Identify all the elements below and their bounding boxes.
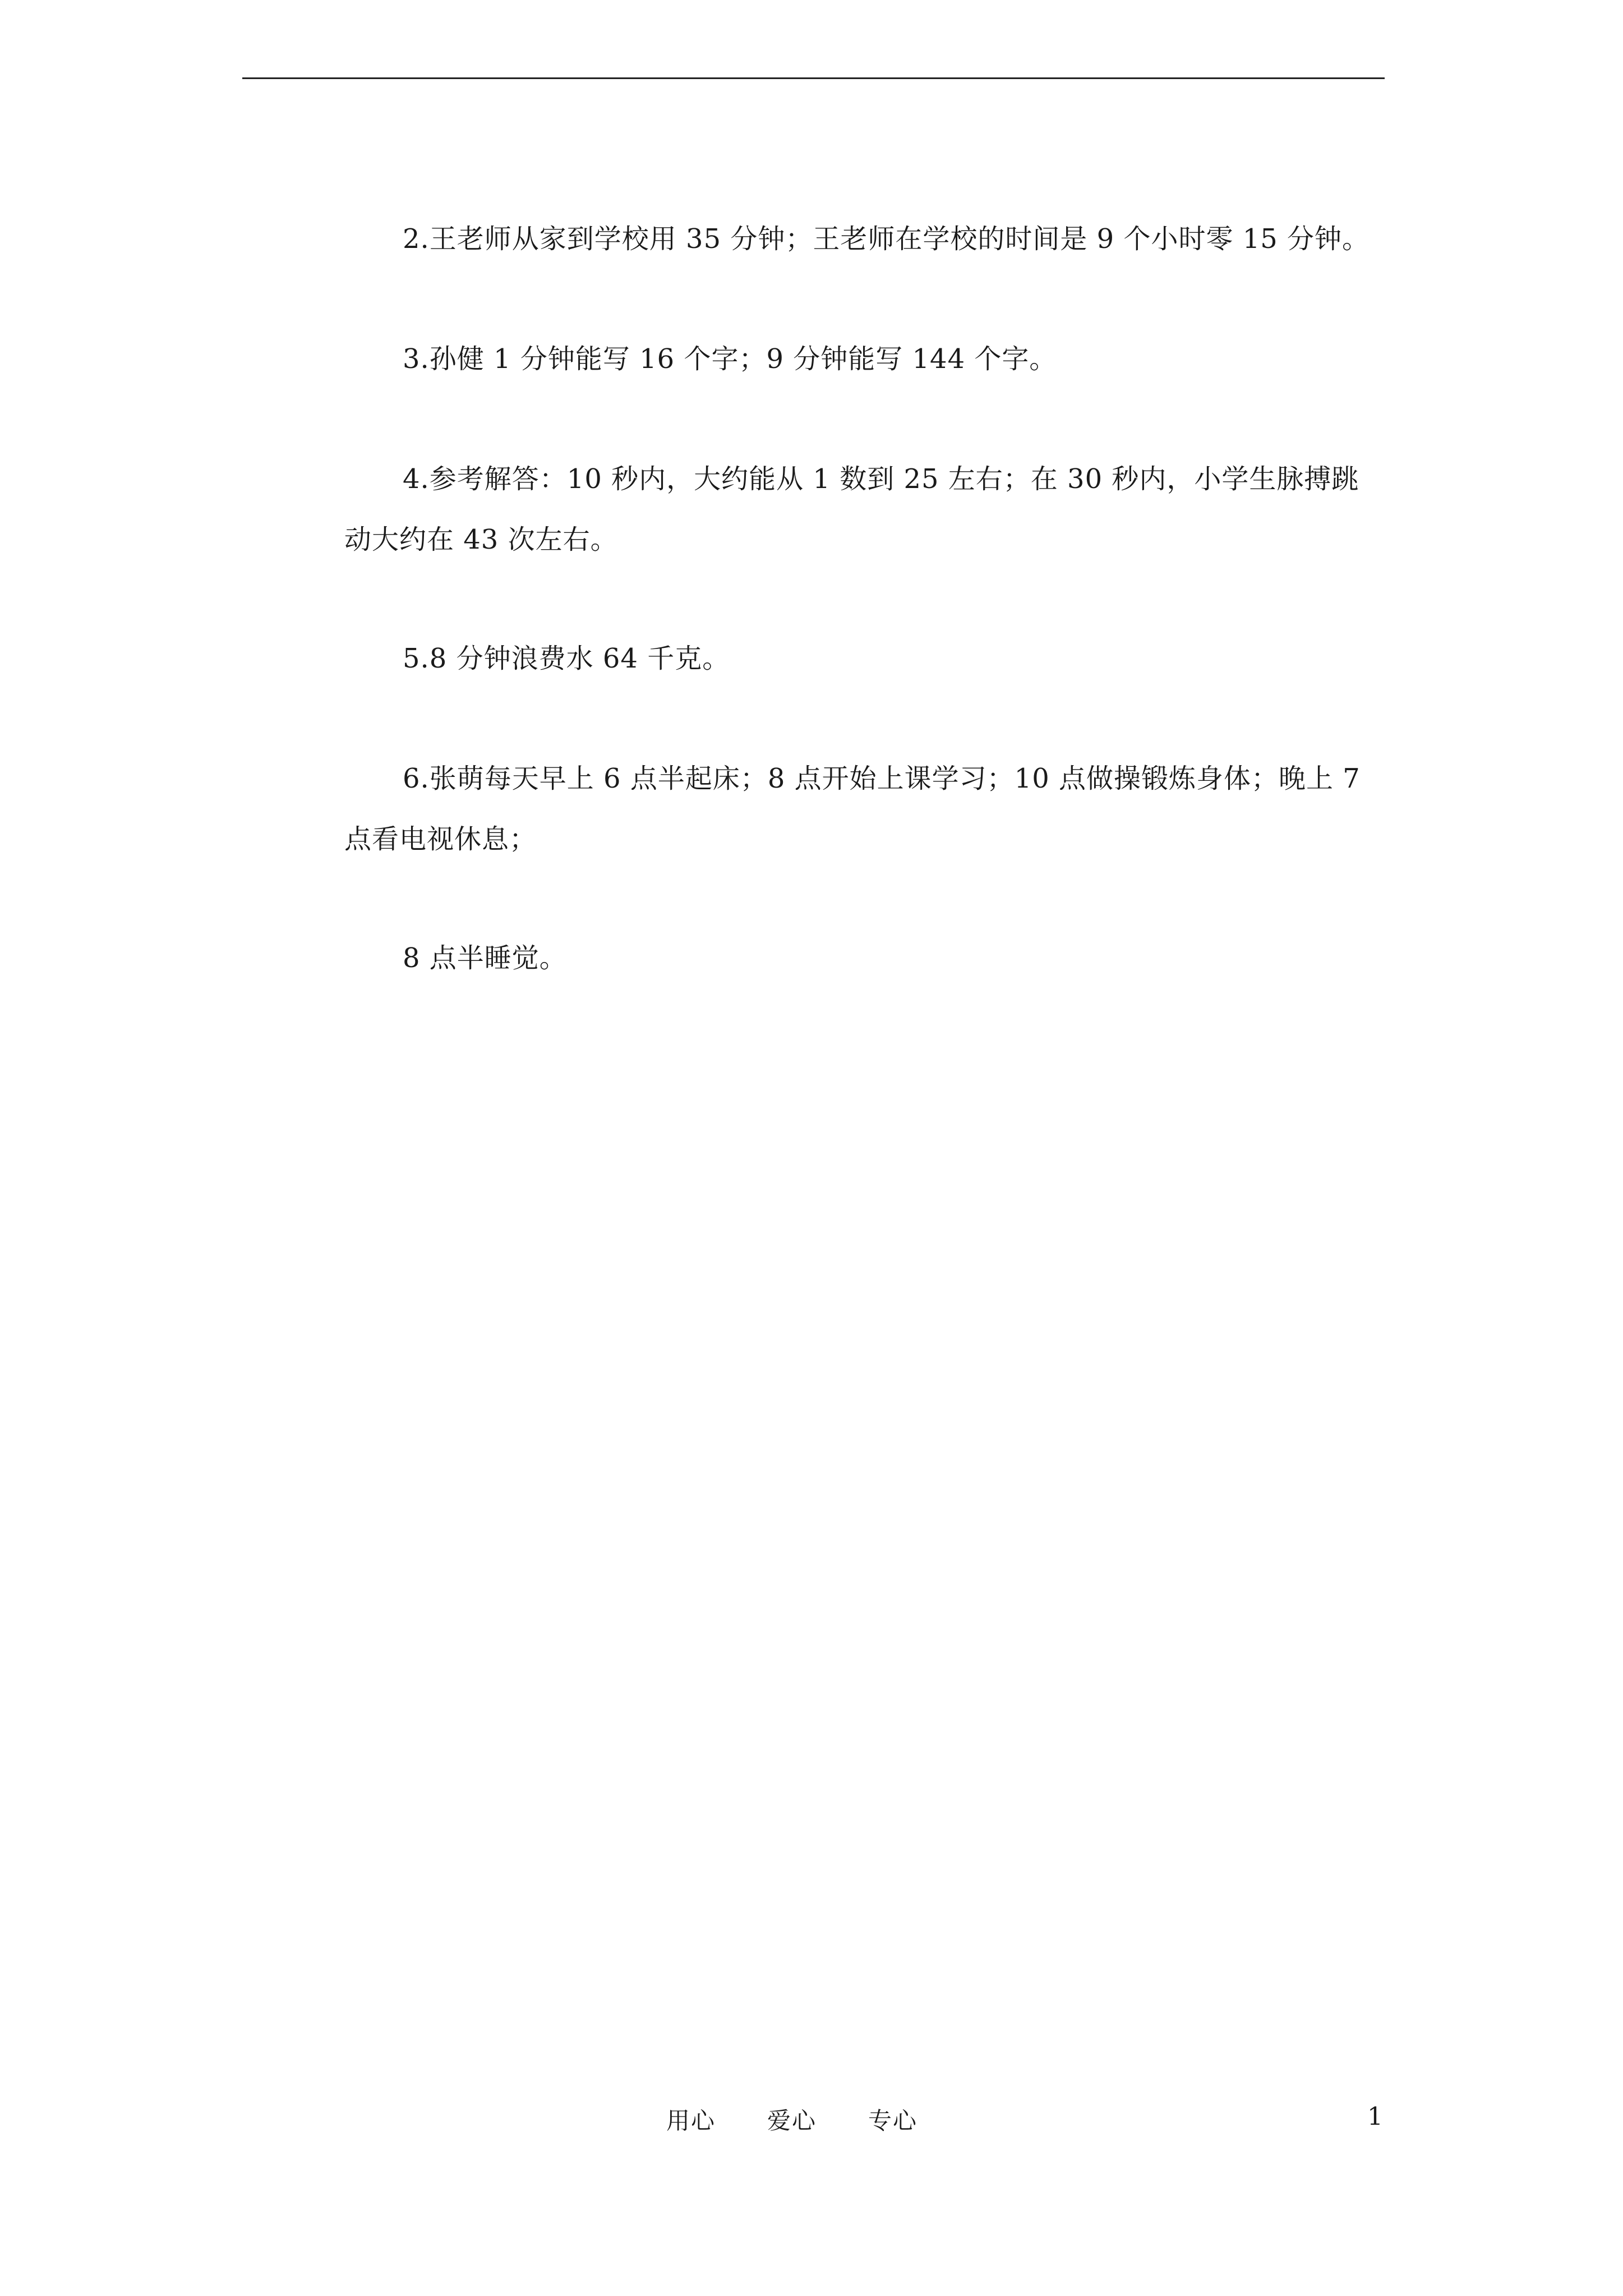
- answer-4: 4.参考解答：10 秒内，大约能从 1 数到 25 左右；在 30 秒内，小学生脉搏跳动大约在 43 次左右。: [344, 463, 1359, 555]
- motto-word: 爱心: [767, 2107, 817, 2134]
- answer-6: 6.张萌每天早上 6 点半起床；8 点开始上课学习；10 点做操锻炼身体；晚上 7 点看电视休息；: [344, 763, 1361, 855]
- motto-word: 用心: [666, 2107, 716, 2134]
- answer-5: 5.8 分钟浪费水 64 千克。: [403, 643, 730, 674]
- answer-2: 2.王老师从家到学校用 35 分钟；王老师在学校的时间是 9 个小时零 15 分钟。: [403, 223, 1370, 255]
- header-rule: [242, 77, 1385, 79]
- motto-word: 专心: [868, 2107, 918, 2134]
- footer-motto: [666, 2102, 917, 2136]
- answer-3: 3.孙健 1 分钟能写 16 个字；9 分钟能写 144 个字。: [403, 343, 1057, 375]
- document-body: [344, 209, 1385, 1048]
- answer-6-continued: 8 点半睡觉。: [403, 942, 567, 974]
- page-number: 1: [1367, 2102, 1383, 2131]
